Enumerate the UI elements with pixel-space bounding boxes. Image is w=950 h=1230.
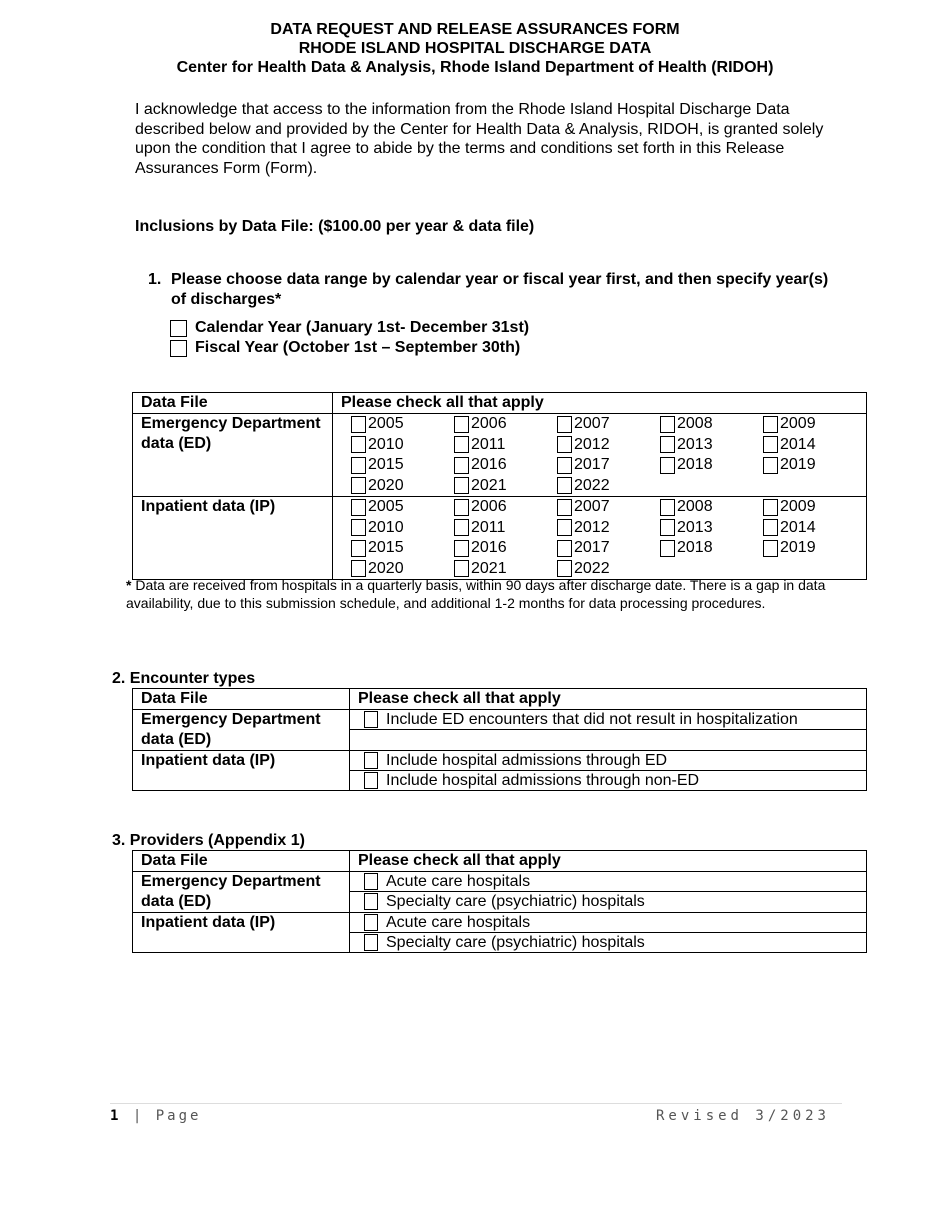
section-2-title: 2. Encounter types [112, 670, 256, 687]
ed-year-checkbox[interactable] [557, 457, 572, 474]
years-table-col-datafile: Data File [133, 393, 333, 414]
ed-year-label: 2016 [471, 456, 507, 474]
providers-ip-specialty-checkbox[interactable] [364, 934, 378, 951]
encounter-ip-option-ed-label: Include hospital admissions through ED [386, 752, 668, 769]
ip-year-option[interactable] [763, 518, 866, 539]
ed-years-grid [333, 414, 866, 496]
ip-year-option[interactable] [763, 497, 866, 518]
revised-date: Revised 3/2023 [655, 1108, 830, 1124]
encounter-ed-label: Emergency Department data (ED) [133, 710, 350, 751]
ed-year-label: 2018 [677, 456, 713, 474]
ed-year-option[interactable] [763, 455, 866, 476]
ip-year-checkbox[interactable] [557, 519, 572, 536]
ed-year-checkbox[interactable] [454, 457, 469, 474]
calendar-year-checkbox[interactable] [170, 320, 187, 337]
footnote-star: * [126, 577, 132, 593]
providers-ip-acute-label: Acute care hospitals [386, 914, 531, 931]
ip-year-label: 2013 [677, 518, 713, 536]
ip-year-label: 2005 [368, 498, 404, 516]
encounter-ed-checkbox[interactable] [364, 711, 378, 728]
providers-ed-acute-checkbox[interactable] [364, 873, 378, 890]
providers-col-apply: Please check all that apply [350, 851, 867, 872]
ip-year-option[interactable] [557, 518, 660, 539]
page-label: | Page [132, 1108, 202, 1124]
ip-year-label: 2016 [471, 539, 507, 557]
ip-year-checkbox[interactable] [351, 499, 366, 516]
ed-year-checkbox[interactable] [660, 416, 675, 433]
ed-year-label: 2007 [574, 415, 610, 433]
section-3-title: 3. Providers (Appendix 1) [112, 832, 305, 849]
question-1-text: Please choose data range by calendar year or fiscal year first, and then specify year(s) of discharges* [171, 271, 829, 308]
encounter-ed-options [350, 710, 867, 751]
ed-year-label: 2020 [368, 476, 404, 494]
encounter-col-apply: Please check all that apply [350, 689, 867, 710]
ip-year-checkbox[interactable] [351, 560, 366, 577]
form-subtitle: RHODE ISLAND HOSPITAL DISCHARGE DATA [298, 40, 652, 57]
ip-year-label: 2022 [574, 559, 610, 577]
encounter-ed-option[interactable] [350, 710, 866, 730]
ed-year-option[interactable] [557, 476, 660, 497]
footnote [126, 576, 846, 612]
ed-year-option[interactable] [660, 435, 763, 456]
ip-year-label: 2018 [677, 539, 713, 557]
ed-year-option[interactable] [454, 435, 557, 456]
ed-year-checkbox[interactable] [454, 436, 469, 453]
years-table [132, 392, 867, 580]
ed-year-checkbox[interactable] [454, 416, 469, 433]
ip-years [333, 497, 867, 580]
encounter-ip-non-ed-checkbox[interactable] [364, 772, 378, 789]
ed-year-label: 2011 [471, 435, 506, 453]
ed-year-label: 2013 [677, 435, 713, 453]
ip-year-checkbox[interactable] [454, 519, 469, 536]
fiscal-year-option[interactable] [170, 338, 520, 358]
ip-year-checkbox[interactable] [660, 540, 675, 557]
ed-year-option[interactable] [351, 455, 454, 476]
ed-year-checkbox[interactable] [763, 436, 778, 453]
intro-paragraph: I acknowledge that access to the information from the Rhode Island Hospital Discharge Data described below and provided by the Center for Health Data & Analysis, RIDOH, is granted solely upon the condition that I agree to abide by the terms and conditions set forth in this Release Assurances Form (Form). [135, 101, 824, 177]
ip-year-checkbox[interactable] [557, 560, 572, 577]
providers-ip-label: Inpatient data (IP) [133, 913, 350, 953]
ip-year-label: 2010 [368, 518, 404, 536]
encounter-table [132, 688, 867, 791]
providers-ed-specialty-checkbox[interactable] [364, 893, 378, 910]
ip-year-checkbox[interactable] [557, 499, 572, 516]
ed-year-option[interactable] [557, 455, 660, 476]
ed-label: Emergency Department data (ED) [133, 414, 333, 497]
encounter-ip-option-non-ed[interactable] [350, 771, 866, 790]
ed-year-checkbox[interactable] [454, 477, 469, 494]
ed-year-checkbox[interactable] [557, 477, 572, 494]
ed-year-label: 2015 [368, 456, 404, 474]
encounter-ed-empty-row [350, 730, 866, 750]
page-number-value: 1 [110, 1108, 122, 1124]
ed-year-option[interactable] [454, 476, 557, 497]
ed-year-option[interactable] [454, 455, 557, 476]
ed-year-option[interactable] [763, 435, 866, 456]
ip-year-option[interactable] [351, 518, 454, 539]
ip-year-checkbox[interactable] [763, 540, 778, 557]
ed-years [333, 414, 867, 497]
providers-ip-specialty[interactable] [350, 933, 866, 952]
ip-year-label: 2009 [780, 498, 816, 516]
ed-year-checkbox[interactable] [557, 436, 572, 453]
ed-year-label: 2010 [368, 435, 404, 453]
ip-year-label: 2008 [677, 498, 713, 516]
providers-col-datafile: Data File [133, 851, 350, 872]
form-title: DATA REQUEST AND RELEASE ASSURANCES FORM [270, 21, 680, 38]
ed-year-label: 2014 [780, 435, 816, 453]
ed-year-option[interactable] [660, 414, 763, 435]
providers-ip-specialty-label: Specialty care (psychiatric) hospitals [386, 934, 645, 951]
years-table-col-apply: Please check all that apply [333, 393, 867, 414]
encounter-ip-label: Inpatient data (IP) [133, 751, 350, 791]
ed-year-label: 2022 [574, 476, 610, 494]
providers-ed-options [350, 872, 867, 913]
providers-ed-specialty-label: Specialty care (psychiatric) hospitals [386, 893, 645, 910]
ed-year-option[interactable] [557, 435, 660, 456]
ed-year-option[interactable] [351, 476, 454, 497]
ed-year-option[interactable] [763, 414, 866, 435]
ed-year-checkbox[interactable] [557, 416, 572, 433]
ip-label: Inpatient data (IP) [133, 497, 333, 580]
ip-year-checkbox[interactable] [763, 499, 778, 516]
ip-years-grid [333, 497, 866, 579]
fiscal-year-label: Fiscal Year (October 1st – September 30th) [195, 339, 521, 356]
ed-year-checkbox[interactable] [660, 457, 675, 474]
encounter-ip-ed-checkbox[interactable] [364, 752, 378, 769]
ip-year-checkbox[interactable] [454, 499, 469, 516]
ip-year-option[interactable] [351, 497, 454, 518]
ip-year-checkbox[interactable] [557, 540, 572, 557]
ip-year-checkbox[interactable] [660, 499, 675, 516]
ip-year-checkbox[interactable] [351, 540, 366, 557]
ed-year-checkbox[interactable] [351, 457, 366, 474]
ip-year-label: 2007 [574, 498, 610, 516]
ed-year-checkbox[interactable] [763, 457, 778, 474]
calendar-year-label: Calendar Year (January 1st- December 31st) [195, 319, 530, 336]
ip-year-label: 2011 [471, 518, 506, 536]
ed-year-label: 2019 [780, 456, 816, 474]
ip-year-option[interactable] [660, 538, 763, 559]
ed-year-option[interactable] [454, 414, 557, 435]
ip-year-label: 2017 [574, 539, 610, 557]
question-1-number: 1. [148, 271, 162, 288]
ip-year-checkbox[interactable] [351, 519, 366, 536]
encounter-ed-option-label: Include ED encounters that did not result in hospitalization [386, 711, 798, 728]
encounter-ip-options [350, 751, 867, 791]
ip-year-checkbox[interactable] [454, 540, 469, 557]
calendar-year-option[interactable] [170, 318, 529, 338]
ip-year-label: 2015 [368, 539, 404, 557]
ip-year-option[interactable] [454, 518, 557, 539]
ip-year-label: 2019 [780, 539, 816, 557]
providers-ip-acute[interactable] [350, 913, 866, 933]
page-footer [110, 1103, 842, 1124]
ed-year-checkbox[interactable] [763, 416, 778, 433]
providers-table [132, 850, 867, 953]
providers-ip-acute-checkbox[interactable] [364, 914, 378, 931]
encounter-ip-option-non-ed-label: Include hospital admissions through non-ED [386, 772, 700, 789]
ed-year-label: 2009 [780, 415, 816, 433]
ed-year-label: 2008 [677, 415, 713, 433]
footnote-text: Data are received from hospitals in a quarterly basis, within 90 days after discharge date. There is a gap in data availability, due to this submission schedule, and additional 1-2 months for data processing procedures. [126, 577, 826, 611]
providers-ed-label: Emergency Department data (ED) [133, 872, 350, 913]
ed-year-label: 2021 [471, 476, 507, 494]
encounter-ip-option-ed[interactable] [350, 751, 866, 771]
ip-year-option[interactable] [557, 538, 660, 559]
providers-ed-acute-label: Acute care hospitals [386, 873, 531, 890]
question-1 [148, 270, 838, 310]
form-agency: Center for Health Data & Analysis, Rhode Island Department of Health (RIDOH) [176, 59, 774, 76]
ed-year-option[interactable] [351, 435, 454, 456]
ed-year-checkbox[interactable] [351, 477, 366, 494]
ed-year-label: 2012 [574, 435, 610, 453]
ip-year-label: 2021 [471, 559, 507, 577]
ip-year-option[interactable] [454, 497, 557, 518]
ed-year-option[interactable] [351, 414, 454, 435]
ip-year-label: 2006 [471, 498, 507, 516]
encounter-col-datafile: Data File [133, 689, 350, 710]
inclusions-heading: Inclusions by Data File: ($100.00 per year & data file) [135, 218, 535, 235]
ed-year-option[interactable] [660, 455, 763, 476]
ip-year-checkbox[interactable] [660, 519, 675, 536]
providers-ip-options [350, 913, 867, 953]
providers-ed-acute[interactable] [350, 872, 866, 892]
ip-year-option[interactable] [660, 497, 763, 518]
ed-year-checkbox[interactable] [351, 416, 366, 433]
ip-year-checkbox[interactable] [763, 519, 778, 536]
ip-year-option[interactable] [351, 538, 454, 559]
ip-year-option[interactable] [763, 538, 866, 559]
ip-year-option[interactable] [454, 538, 557, 559]
ip-year-label: 2012 [574, 518, 610, 536]
ed-year-label: 2017 [574, 456, 610, 474]
ed-year-checkbox[interactable] [660, 436, 675, 453]
ed-year-checkbox[interactable] [351, 436, 366, 453]
ip-year-option[interactable] [660, 518, 763, 539]
ed-year-label: 2006 [471, 415, 507, 433]
ed-year-option[interactable] [557, 414, 660, 435]
ip-year-checkbox[interactable] [454, 560, 469, 577]
page-number [110, 1108, 201, 1124]
ip-year-label: 2014 [780, 518, 816, 536]
providers-ed-specialty[interactable] [350, 892, 866, 911]
ip-year-label: 2020 [368, 559, 404, 577]
ip-year-option[interactable] [557, 497, 660, 518]
fiscal-year-checkbox[interactable] [170, 340, 187, 357]
form-header [0, 20, 950, 77]
ed-year-label: 2005 [368, 415, 404, 433]
